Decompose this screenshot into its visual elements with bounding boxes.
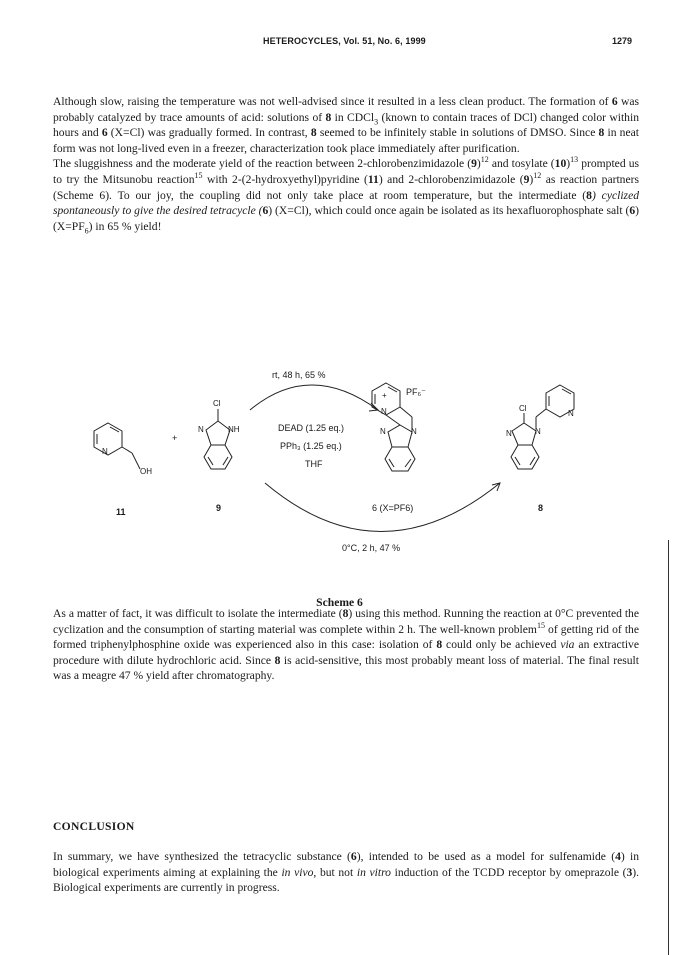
body-paragraph-1: Although slow, raising the temperature was not well-advised since it resulted in a less clean product. The formation of 6 was probably catalyzed by trace amounts of acid: solutions of 8 in CDCl$_3$ (known to contain traces of DCl) changed color within hours and 6 (X=Cl) was gradually formed. In contrast, 8 seemed to be infinitely stable in solutions of DMSO. Since 8 in neat form was not long-lived even in a freezer, characterization took place immediately after purification. The sluggishness and the moderate yield of the reaction between 2-chlorobenzimidazole $(9)^{12}$ and tosylate $(10)^{13}$ prompted us to try the Mitsunobu reaction$^{15}$ with 2-(2-hydroxyethyl)pyridine (11) and 2-chlorobenzimidazole $(9)^{12}$ as reaction partners (Scheme 6). To our joy, the coupling did not only take place at room temperature, but the intermediate (8) cyclized spontaneously to give the desired tetracycle (6) (X=Cl), which could once again be isolated as its hexafluorophosphate salt (6) $(X=PF_6)$ in 65 % yield! [53, 95, 640, 236]
page-number: 1279 [612, 36, 633, 46]
compound-label-6: 6 (X=PF6) [372, 503, 414, 513]
scheme-caption: Scheme 6 [316, 596, 363, 609]
atom-cl-9: Cl [213, 399, 221, 408]
reagent-pph3: PPh₃ (1.25 eq.) [280, 441, 342, 451]
imidazole-ring-9 [206, 421, 230, 445]
atom-n-8a: N [506, 429, 512, 438]
top-arrow-label: rt, 48 h, 65 % [272, 370, 326, 380]
reagent-dead: DEAD (1.25 eq.) [278, 423, 345, 433]
conclusion-paragraph: In summary, we have synthesized the tetracyclic substance (6), intended to be used as a model for sulfenamide (4) in biological experiments aiming at explaining the in vivo, but not in vitro induction of the TCDD receptor by omeprazole (3). Biological experiments are currently in progress. [53, 850, 640, 895]
atom-plus-6: + [382, 391, 387, 400]
counter-ion: PF₆⁻ [406, 387, 426, 397]
atom-n-11: N [102, 447, 108, 456]
arrow-top [250, 385, 378, 410]
imidazole-ring-8 [512, 423, 536, 445]
compound-label-8: 8 [538, 503, 544, 513]
atom-cl-8: Cl [519, 404, 527, 413]
running-header [0, 36, 679, 50]
conclusion-heading: CONCLUSION [53, 820, 135, 833]
atom-n-9: N [198, 425, 204, 434]
reaction-scheme [60, 365, 640, 575]
atom-n-8c: N [568, 409, 574, 418]
bottom-arrow-label: 0°C, 2 h, 47 % [342, 543, 401, 553]
pyridine-ring-11 [94, 423, 122, 455]
compound-label-9: 9 [216, 503, 222, 513]
atom-nh-9: NH [228, 425, 240, 434]
reagent-thf: THF [305, 459, 323, 469]
atom-n-6a: N [381, 407, 387, 416]
body-paragraph-2: As a matter of fact, it was difficult to isolate the intermediate (8) using this method. Running the reaction at 0°C prevented the cyclization and the consumption of starting material was complete within 2 h. The well-known problem$^{15}$ of getting rid of the formed triphenylphosphine oxide was experienced also in this case: isolation of 8 could only be achieved via an extractive procedure with dilute hydrochloric acid. Since 8 is acid-sensitive, this most probably meant loss of material. The final result was a meagre 47 % yield after chromatography. [53, 607, 640, 683]
compound-label-11: 11 [116, 507, 126, 517]
atom-n-8b: N [535, 427, 541, 436]
atom-n-6c: N [411, 427, 417, 436]
atom-oh-11: OH [140, 467, 152, 476]
plus-sign: + [172, 433, 178, 443]
imidazole-ring-6 [388, 425, 412, 447]
atom-n-6b: N [380, 427, 386, 436]
journal-citation: HETEROCYCLES, Vol. 51, No. 6, 1999 [263, 36, 426, 46]
